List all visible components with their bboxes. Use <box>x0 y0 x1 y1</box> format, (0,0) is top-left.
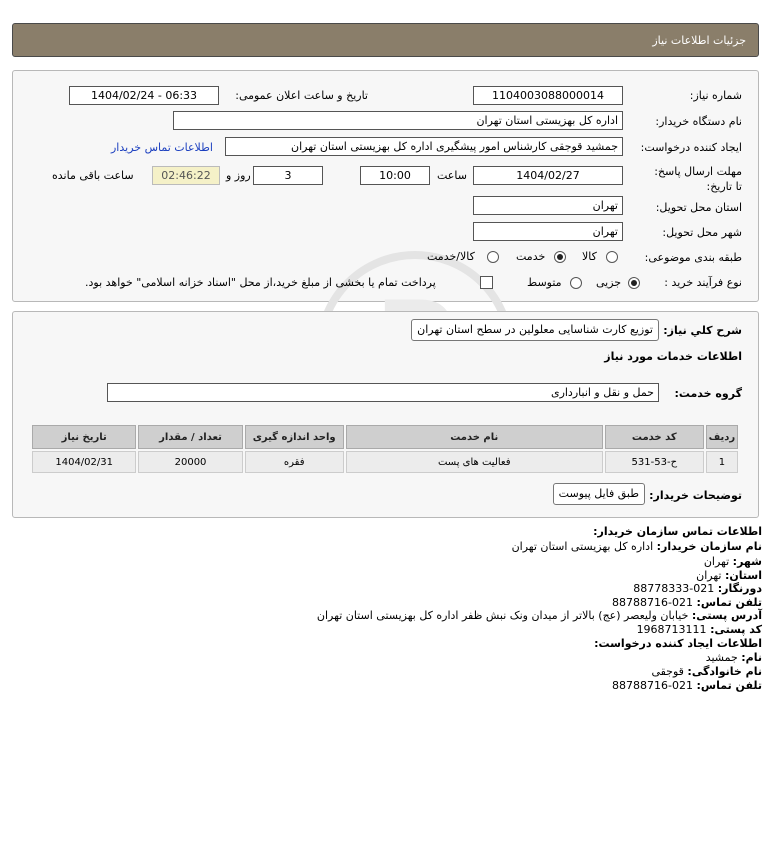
services-table <box>30 423 740 475</box>
contact-city: شهر: تهران <box>703 555 762 568</box>
deadline-time-field[interactable]: 10:00 <box>360 166 430 185</box>
days-label: روز و <box>226 169 251 182</box>
category-service-label: خدمت <box>516 250 546 263</box>
delivery-city-field[interactable]: تهران <box>473 222 623 241</box>
cell-date: 1404/02/31 <box>32 451 136 473</box>
col-qty-header: تعداد / مقدار <box>138 425 242 449</box>
category-service-radio[interactable] <box>554 251 566 263</box>
process-medium-label: متوسط <box>527 276 562 289</box>
announce-label: تاریخ و ساعت اعلان عمومی: <box>235 89 368 102</box>
table-header-row <box>32 425 738 449</box>
category-goods-radio[interactable] <box>606 251 618 263</box>
category-label: طبقه بندی موضوعی: <box>644 251 742 264</box>
creator-field[interactable]: جمشید قوجقی کارشناس امور پیشگیری اداره کل بهزیستی استان تهران <box>225 137 623 156</box>
col-row-header: ردیف <box>706 425 738 449</box>
days-field[interactable]: 3 <box>253 166 323 185</box>
contact-org: نام سازمان خریدار: اداره کل بهزیستی استان تهران <box>511 540 762 553</box>
contact-fax: دورنگار: 021-88778333 <box>633 582 762 595</box>
cell-row: 1 <box>706 451 738 473</box>
delivery-city-label: شهر محل تحویل: <box>662 226 742 239</box>
deadline-date-field[interactable]: 1404/02/27 <box>473 166 623 185</box>
buyer-org-label: نام دستگاه خریدار: <box>655 115 742 128</box>
buyer-notes-label: توضیحات خریدار: <box>649 489 742 502</box>
creator-phone: تلفن تماس: 021-88788716 <box>612 679 762 692</box>
category-goods-label: کالا <box>582 250 597 263</box>
contact-address: آدرس پستی: خیابان ولیعصر (عج) بالاتر از میدان ونک نبش ظفر اداره کل بهزیستی استان تهران <box>316 609 762 622</box>
process-label: نوع فرآیند خرید : <box>664 276 742 289</box>
col-unit-header: واحد اندازه گیری <box>245 425 344 449</box>
buyer-org-field[interactable]: اداره کل بهزیستی استان تهران <box>173 111 623 130</box>
service-group-field[interactable]: حمل و نقل و انبارداری <box>107 383 659 402</box>
cell-qty: 20000 <box>138 451 242 473</box>
category-goods-service-radio[interactable] <box>487 251 499 263</box>
services-title: اطلاعات خدمات مورد نیاز <box>604 350 742 363</box>
cell-unit: فقره <box>245 451 344 473</box>
page-header <box>12 23 759 57</box>
services-panel <box>12 311 759 518</box>
treasury-note: پرداخت تمام یا بخشی از مبلغ خرید،از محل "اسناد خزانه اسلامی" خواهد بود. <box>85 276 436 289</box>
treasury-checkbox[interactable] <box>480 276 493 289</box>
col-code-header: کد خدمت <box>605 425 704 449</box>
delivery-province-label: استان محل تحویل: <box>655 201 742 214</box>
contact-postal: کد پستی: 1968713111 <box>636 623 762 636</box>
deadline-label: مهلت ارسال پاسخ: تا تاریخ: <box>654 165 742 193</box>
deadline-time-label: ساعت <box>437 169 467 182</box>
announce-field[interactable]: 1404/02/24 - 06:33 <box>69 86 219 105</box>
buyer-contact-link[interactable]: اطلاعات تماس خریدار <box>111 141 213 154</box>
page-title: جزئیات اطلاعات نیاز <box>652 34 746 47</box>
process-minor-radio[interactable] <box>628 277 640 289</box>
summary-field[interactable]: توزیع کارت شناسایی معلولین در سطح استان تهران <box>411 319 659 341</box>
delivery-province-field[interactable]: تهران <box>473 196 623 215</box>
contact-phone: تلفن تماس: 021-88788716 <box>612 596 762 609</box>
summary-label: شرح کلي نياز: <box>663 324 742 337</box>
creator-info-title: اطلاعات ایجاد کننده درخواست: <box>594 637 762 650</box>
col-date-header: تاریخ نیاز <box>32 425 136 449</box>
creator-family: نام خانوادگی: قوجقی <box>651 665 762 678</box>
creator-name: نام: جمشید <box>705 651 762 664</box>
service-group-label: گروه خدمت: <box>674 387 742 400</box>
col-name-header: نام خدمت <box>346 425 603 449</box>
cell-code: ح-53-531 <box>605 451 704 473</box>
contact-title: اطلاعات تماس سازمان خریدار: <box>593 525 762 538</box>
category-goods-service-label: کالا/خدمت <box>427 250 475 263</box>
process-minor-label: جزیی <box>596 276 622 289</box>
contact-province: استان: تهران <box>696 569 762 582</box>
process-medium-radio[interactable] <box>570 277 582 289</box>
creator-label: ایجاد کننده درخواست: <box>640 141 742 154</box>
remaining-time: 02:46:22 <box>152 166 220 185</box>
table-row[interactable] <box>32 451 738 473</box>
need-number-label: شماره نیاز: <box>689 89 742 102</box>
cell-name: فعالیت های پست <box>346 451 603 473</box>
buyer-notes-field[interactable]: طبق فایل پیوست <box>553 483 645 505</box>
remaining-label: ساعت باقی مانده <box>52 169 134 182</box>
need-number-field[interactable]: 1104003088000014 <box>473 86 623 105</box>
